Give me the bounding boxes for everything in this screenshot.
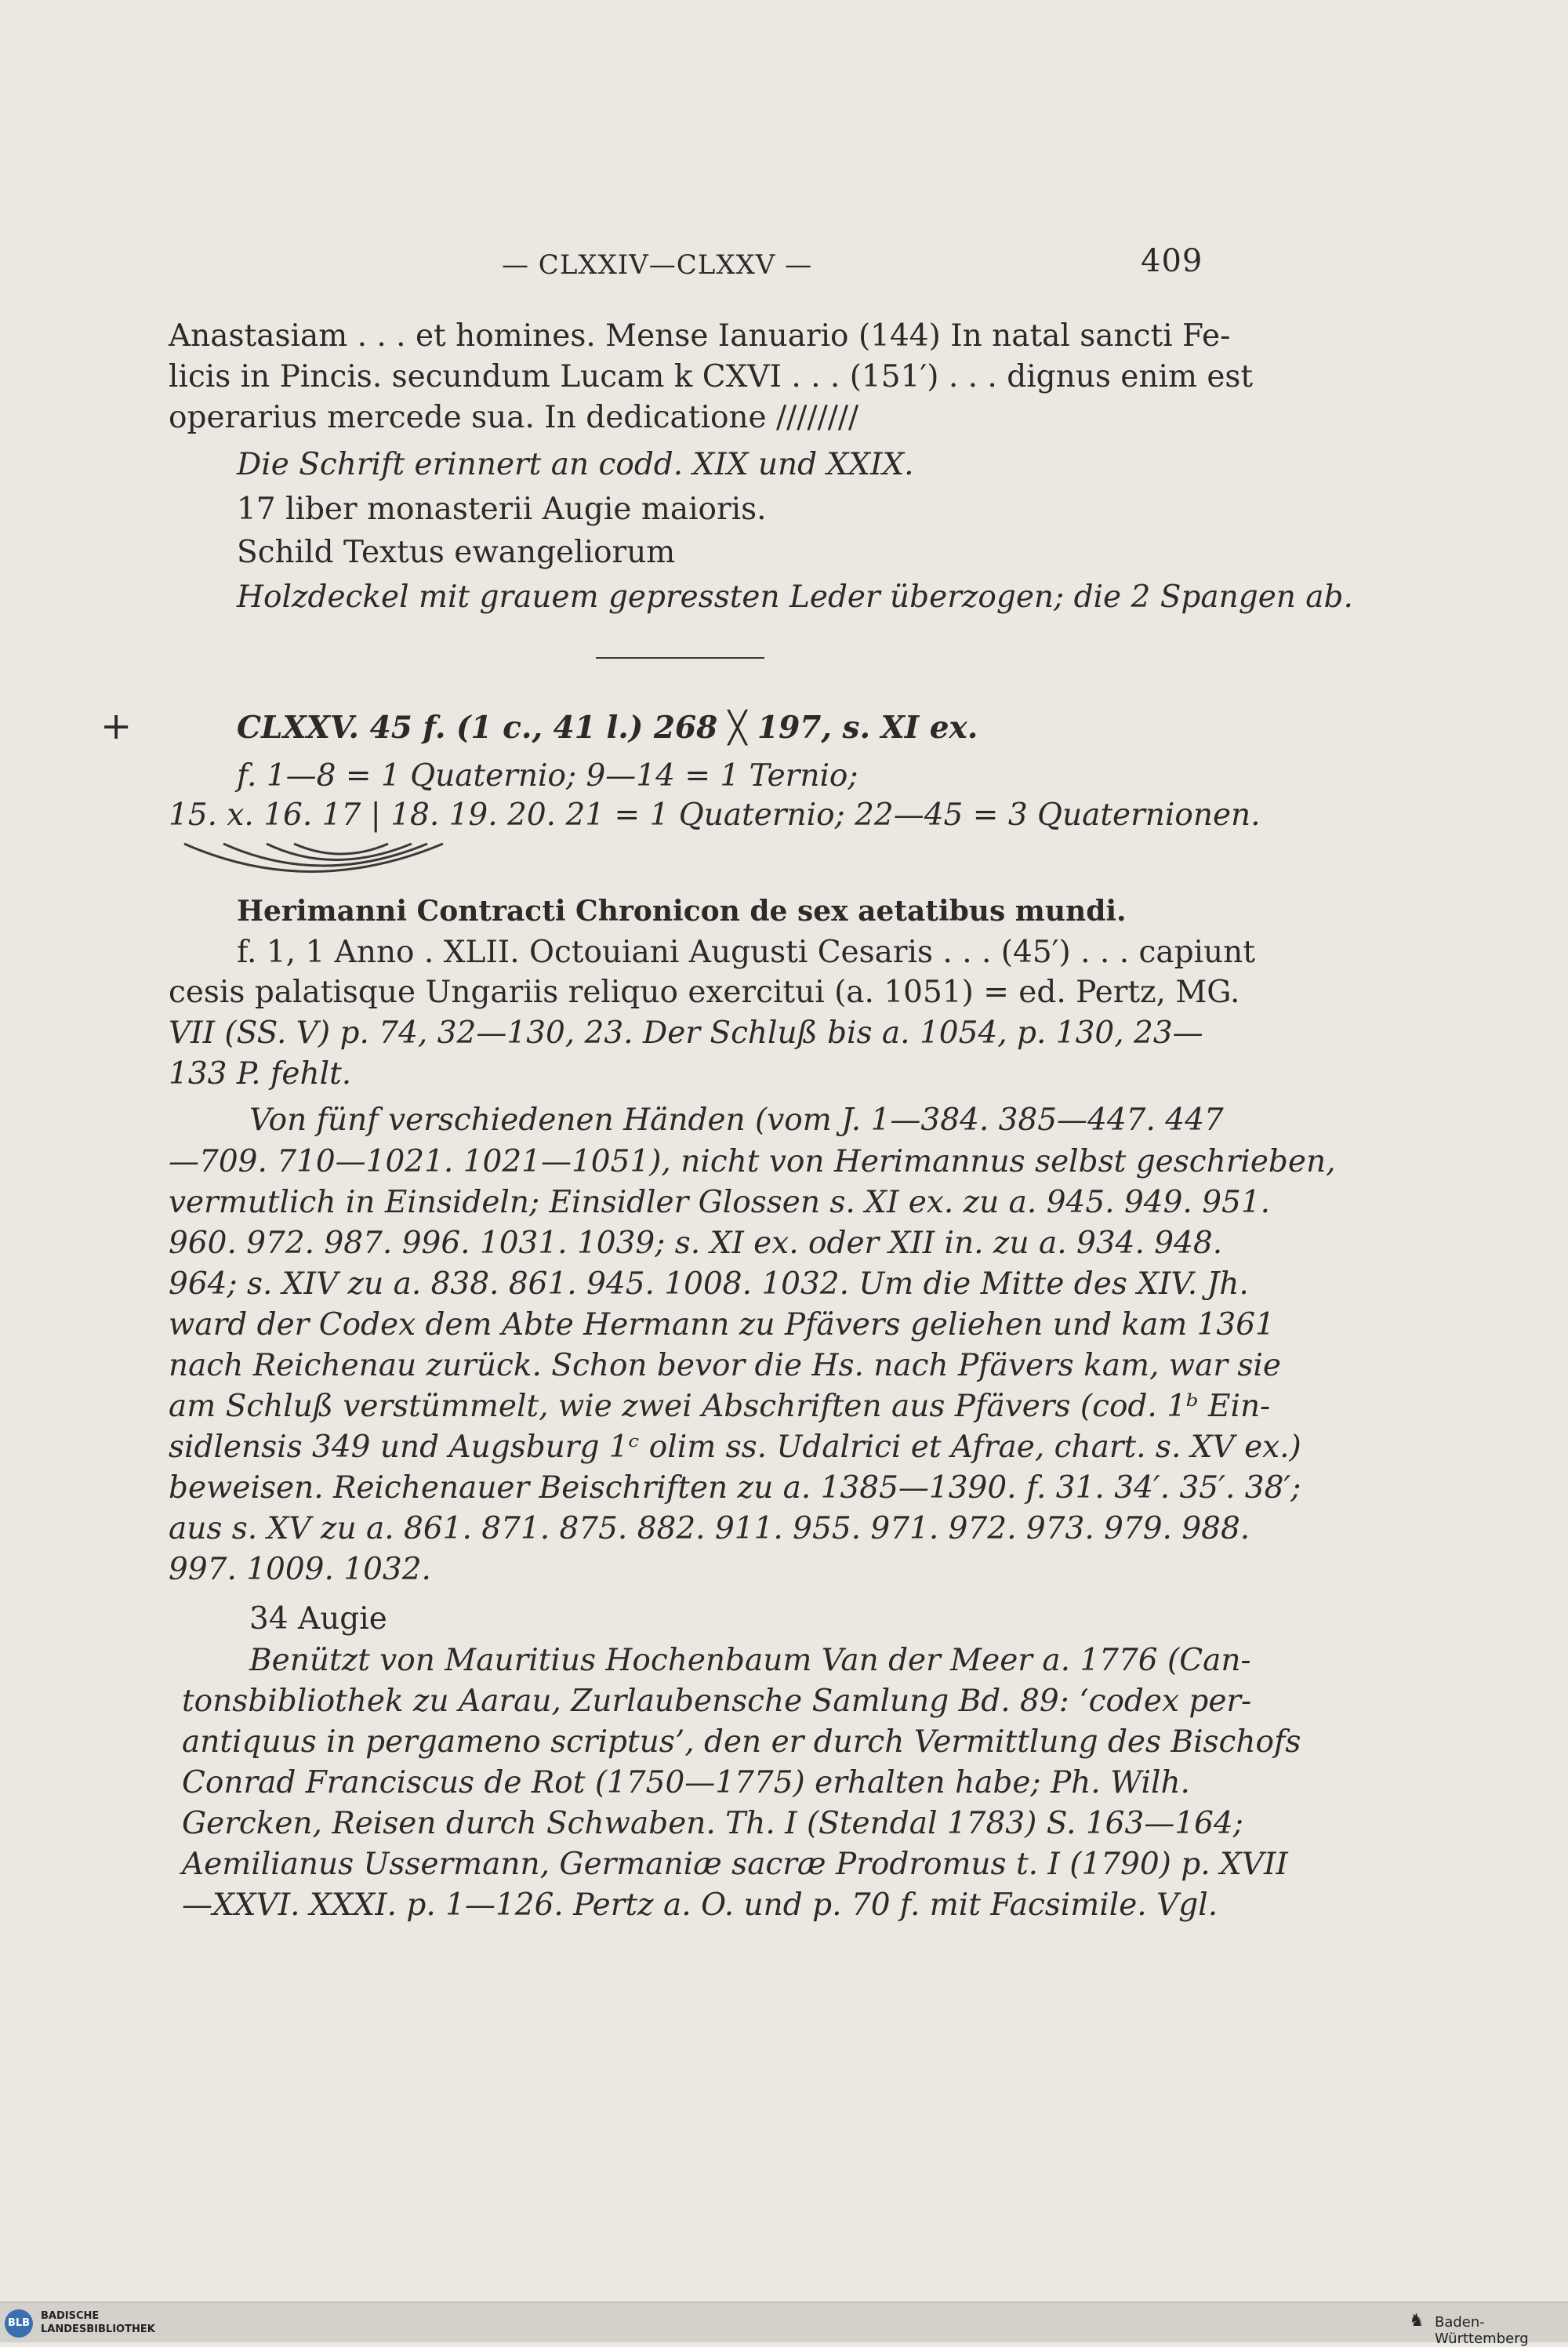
text-line: f. 1—8 = 1 Quaternio; 9—14 = 1 Ternio;: [237, 758, 858, 794]
text-line: Gercken, Reisen durch Schwaben. Th. I (Stendal 1783) S. 163—164;: [182, 1806, 1243, 1841]
text-line: tonsbibliothek zu Aarau, Zurlaubensche Samlung Bd. 89: ‘codex per-: [182, 1684, 1252, 1719]
entry-heading: CLXXV. 45 f. (1 c., 41 l.) 268 ╳ 197, s. XI ex.: [237, 710, 978, 746]
section-divider: [596, 657, 764, 659]
text-line: Aemilianus Ussermann, Germaniæ sacræ Prodromus t. I (1790) p. XVII: [182, 1847, 1288, 1882]
text-line: beweisen. Reichenauer Beischriften zu a. 1385—1390. f. 31. 34′. 35′. 38′;: [169, 1470, 1301, 1506]
text-line: VII (SS. V) p. 74, 32—130, 23. Der Schluß bis a. 1054, p. 130, 23—: [169, 1015, 1203, 1051]
text-line: 960. 972. 987. 996. 1031. 1039; s. XI ex. oder XII in. zu a. 934. 948.: [169, 1226, 1223, 1261]
blb-label-line1: BADISCHE: [41, 2310, 100, 2322]
text-line: vermutlich in Einsideln; Einsidler Glossen s. XI ex. zu a. 945. 949. 951.: [169, 1185, 1271, 1220]
text-line: licis in Pincis. secundum Lucam k CXVI . . . (151′) . . . dignus enim est: [169, 359, 1254, 394]
text-line: aus s. XV zu a. 861. 871. 875. 882. 911. 955. 971. 972. 973. 979. 988.: [169, 1511, 1250, 1546]
text-line: sidlensis 349 und Augsburg 1ᶜ olim ss. Udalrici et Afrae, chart. s. XV ex.): [169, 1430, 1301, 1465]
text-line: Holzdeckel mit grauem gepressten Leder überzogen; die 2 Spangen ab.: [237, 579, 1353, 615]
text-line: nach Reichenau zurück. Schon bevor die Hs. nach Pfävers kam, war sie: [169, 1348, 1281, 1383]
coat-of-arms-icon: ♞: [1409, 2311, 1425, 2331]
bw-label[interactable]: Baden-Württemberg: [1435, 2314, 1529, 2347]
text-line: 15. x. 16. 17 | 18. 19. 20. 21 = 1 Quaternio; 22—45 = 3 Quaternionen.: [169, 797, 1261, 833]
text-line: —XXVI. XXXI. p. 1—126. Pertz a. O. und p. 70 f. mit Facsimile. Vgl.: [182, 1887, 1218, 1923]
blb-logo-icon[interactable]: BLB: [5, 2309, 33, 2338]
blb-label-line2: LANDESBIBLIOTHEK: [41, 2323, 155, 2335]
text-line: Die Schrift erinnert an codd. XIX und XXIX.: [237, 447, 914, 482]
provenance-line: 34 Augie: [249, 1601, 387, 1637]
viewer-footer: [0, 2302, 1568, 2347]
running-title: — CLXXIV—CLXXV —: [502, 249, 813, 281]
text-line: Schild Textus ewangeliorum: [237, 535, 676, 570]
text-line: 997. 1009. 1032.: [169, 1552, 431, 1587]
text-line: Conrad Franciscus de Rot (1750—1775) erhalten habe; Ph. Wilh.: [182, 1765, 1190, 1800]
text-line: Anastasiam . . . et homines. Mense Ianuario (144) In natal sancti Fe-: [169, 318, 1231, 354]
text-line: 964; s. XIV zu a. 838. 861. 945. 1008. 1032. Um die Mitte des XIV. Jh.: [169, 1266, 1249, 1302]
page-number: 409: [1141, 243, 1203, 279]
running-header: [502, 243, 1207, 281]
text-line: 133 P. fehlt.: [169, 1056, 352, 1092]
blb-label: [41, 2309, 155, 2336]
work-title: Herimanni Contracti Chronicon de sex aetatibus mundi.: [237, 895, 1127, 928]
text-line: 17 liber monasterii Augie maioris.: [237, 492, 767, 527]
text-line: am Schluß verstümmelt, wie zwei Abschriften aus Pfävers (cod. 1ᵇ Ein-: [169, 1389, 1271, 1424]
text-line: operarius mercede sua. In dedicatione ////////: [169, 400, 859, 435]
text-line: antiquus in pergameno scriptus’, den er durch Vermittlung des Bischofs: [182, 1724, 1301, 1760]
text-line: f. 1, 1 Anno . XLII. Octouiani Augusti Cesaris . . . (45′) . . . capiunt: [237, 935, 1255, 970]
text-line: cesis palatisque Ungariis reliquo exercitui (a. 1051) = ed. Pertz, MG.: [169, 975, 1240, 1010]
text-line: Von fünf verschiedenen Händen (vom J. 1—384. 385—447. 447: [249, 1103, 1224, 1138]
text-line: Benützt von Mauritius Hochenbaum Van der Meer a. 1776 (Can-: [249, 1643, 1251, 1678]
text-line: ward der Codex dem Abte Hermann zu Pfävers geliehen und kam 1361: [169, 1307, 1275, 1342]
margin-mark: +: [100, 704, 132, 748]
quire-brackets-icon: [176, 833, 459, 888]
text-line: —709. 710—1021. 1021—1051), nicht von Herimannus selbst geschrieben,: [169, 1144, 1336, 1179]
